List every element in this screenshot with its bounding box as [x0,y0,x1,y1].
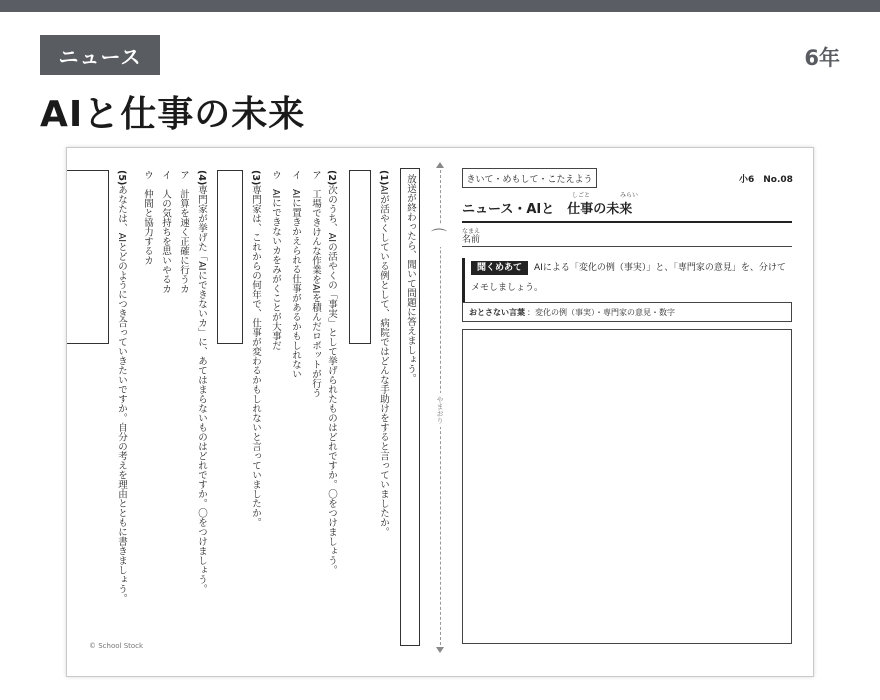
q4-option-a[interactable]: ア 計算を速く正確に行うカ [178,170,189,294]
page-title: AIと仕事の未来 [40,94,306,135]
instruction-box: きいて・めもして・こたえよう [462,168,597,188]
q1-text [377,170,389,537]
issue-number: 小6 No.08 [739,175,793,185]
q1-answer-box[interactable] [349,170,371,344]
top-instruction: 放送が終わったら、聞いて問題に答えましょう。 [405,174,416,383]
name-label: 名前 [462,235,481,245]
listening-goal-text-1: AIによる「変化の例（事実）」と、「専門家の意見」を、分けて [534,263,786,273]
keyword-label: おとさない言葉 [469,307,525,317]
q4-option-b[interactable]: イ 人の気持ちを思いやるカ [160,170,171,294]
q4-question: 専門家が挙げた「AIにできないカ」に、あてはまらないものはどれですか。〇をつけましょう。 [196,185,207,594]
title-ruby-mirai: みらい [620,192,639,199]
q4-number: (4) [196,170,207,186]
q4-text [195,170,207,594]
name-field[interactable] [462,228,792,247]
q5-number: (5) [116,170,127,186]
q2-option-a[interactable]: ア 工場できけんな作業をAIを積んだロボットが行う [310,170,321,398]
category-tag: ニュース [40,35,160,75]
worksheet-title-text: ニュース・AIと 仕事の未来 [462,202,633,217]
q1-question: AIが活やくしている例として、病院ではどんな手助けをすると言っていましたか。 [378,185,389,537]
keyword-text: ：変化の例（事実）・専門家の意見・数字 [527,307,675,317]
fold-arrow-top-icon [436,162,444,168]
q2-number: (2) [326,170,337,186]
q2-option-b[interactable]: イ AIに置きかえられる仕事があるかもしれない [290,170,301,379]
top-bar [0,0,880,12]
q5-text [115,170,127,603]
q5-answer-box[interactable] [67,170,109,344]
listening-goal [462,258,792,302]
fold-label: やまおり [435,393,445,427]
listening-goal-badge: 聞くめあて [471,261,528,275]
q2-question: 次のうち、AIの活やくの「事実」として挙げられたものはどれですか。〇をつけましょう。 [326,185,337,575]
q4-option-c[interactable]: ウ 仲間と協力するカ [142,170,153,265]
name-ruby: なまえ [462,228,481,235]
q2-option-c[interactable]: ウ AIにできないカをみがくことが大事だ [270,170,281,351]
keyword-box [462,302,792,322]
fold-arrow-bottom-icon [436,647,444,653]
listening-goal-text-2: メモしましょう。 [471,283,544,293]
fold-icon: ⌒ [431,224,447,247]
memo-area[interactable] [462,329,792,644]
q1-number: (1) [378,170,389,186]
q2-text [325,170,337,575]
q5-question: あなたは、AIとどのようにつき合っていきたいですか。自分の考えを理由とともに書きましょう。 [116,185,127,604]
copyright: © School Stock [89,642,144,650]
grade-label: 6年 [804,46,840,70]
q3-answer-box[interactable] [217,170,243,344]
worksheet-preview [66,147,814,677]
worksheet-title [462,192,792,223]
q3-question: 専門家は、これからの何年で、仕事が変わるかもしれないと言っていましたか。 [250,185,261,528]
q3-number: (3) [250,170,261,186]
title-ruby-shigoto: しごと [572,192,591,199]
q3-text [249,170,261,527]
